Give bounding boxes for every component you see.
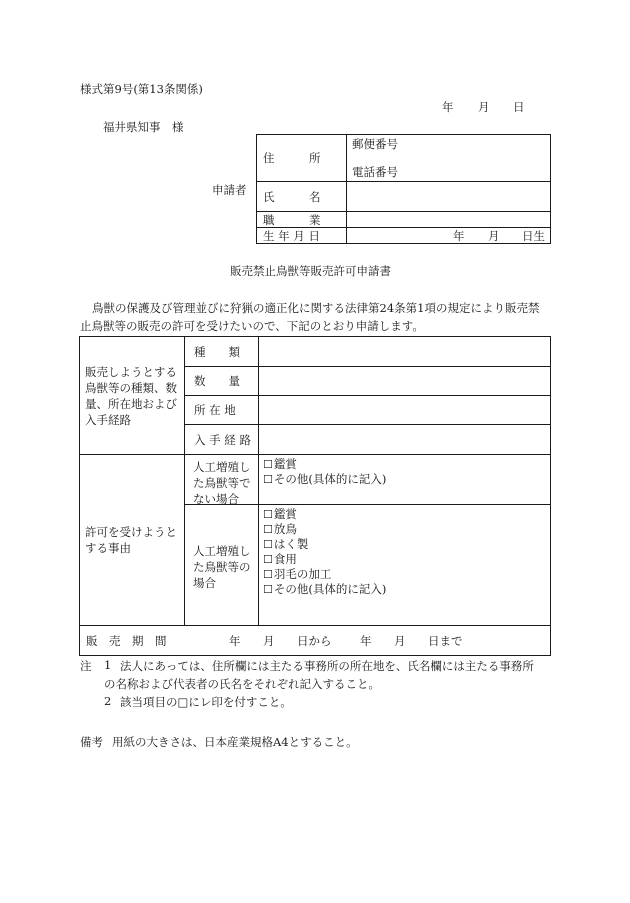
date-day: 日 [513, 100, 525, 114]
option-non-artificial-other[interactable]: ☐ その他(具体的に記入) [263, 471, 386, 487]
period-from-year: 年 [229, 634, 241, 648]
non-artificial-label: 人工増殖した鳥獣等でない場合 [193, 460, 251, 506]
intro-line-2: 止鳥獣等の販売の許可を受けたいので、下記のとおり申請します。 [80, 319, 424, 333]
addressee: 福井県知事 様 [103, 120, 184, 134]
note-head: 注 [80, 659, 92, 673]
option-artificial-other[interactable]: ☐ その他(具体的に記入) [263, 581, 386, 597]
period-to-month: 月 [394, 634, 406, 648]
date-year: 年 [442, 100, 454, 114]
document-title: 販売禁止鳥獣等販売許可申請書 [230, 264, 391, 278]
period-to-day: 日まで [428, 634, 463, 648]
postal-code-label: 郵便番号 [352, 137, 398, 151]
section-reason-label: 許可を受けようとする事由 [85, 525, 177, 555]
note-1-line-2: の名称および代表者の氏名をそれぞれ記入すること。 [104, 677, 380, 691]
remarks-text: 用紙の大きさは、日本産業規格A4とすること。 [112, 735, 358, 749]
option-artificial-feather[interactable]: ☐ 羽毛の加工 [263, 566, 331, 582]
quantity-label: 数 量 [194, 374, 240, 388]
note-2-text: 該当項目の□にレ印を付すこと。 [120, 695, 292, 709]
birth-day: 日生 [522, 229, 545, 243]
option-artificial-food[interactable]: ☐ 食用 [263, 551, 297, 567]
acquisition-route-label: 入 手 経 路 [194, 433, 251, 447]
period-from-month: 月 [263, 634, 275, 648]
period-to-year: 年 [360, 634, 372, 648]
phone-label: 電話番号 [352, 165, 398, 179]
birthdate-label: 生 年 月 日 [263, 229, 320, 243]
note-2-number: 2 [104, 694, 112, 708]
birth-year: 年 [453, 229, 465, 243]
intro-line-1: 鳥獣の保護及び管理並びに狩猟の適正化に関する法律第24条第1項の規定により販売禁 [92, 301, 540, 315]
remarks-head: 備考 [80, 735, 103, 749]
option-non-artificial-viewing[interactable]: ☐ 鑑賞 [263, 456, 297, 472]
name-label: 氏 名 [263, 190, 321, 204]
option-artificial-viewing[interactable]: ☐ 鑑賞 [263, 506, 297, 522]
location-label: 所 在 地 [194, 403, 236, 417]
birth-month: 月 [488, 229, 500, 243]
kinds-label: 種 類 [194, 345, 240, 359]
note-1-number: 1 [104, 658, 112, 672]
form-number: 様式第9号(第13条関係) [80, 82, 203, 96]
date-month: 月 [478, 100, 490, 114]
applicant-label: 申請者 [212, 183, 247, 197]
artificial-label: 人工増殖した鳥獣等の場合 [193, 544, 251, 590]
option-artificial-release[interactable]: ☐ 放鳥 [263, 521, 297, 537]
occupation-label: 職 業 [263, 213, 321, 227]
sales-period-label: 販 売 期 間 [86, 634, 167, 648]
note-1-line-1: 法人にあっては、住所欄には主たる事務所の所在地を、氏名欄には主たる事務所 [120, 659, 534, 673]
section-goods-label: 販売しようとする鳥獣等の種類、数量、所在地および入手経路 [85, 365, 177, 427]
address-label: 住 所 [263, 151, 321, 165]
option-artificial-taxidermy[interactable]: ☐ はく製 [263, 536, 308, 552]
period-from-day: 日から [297, 634, 332, 648]
